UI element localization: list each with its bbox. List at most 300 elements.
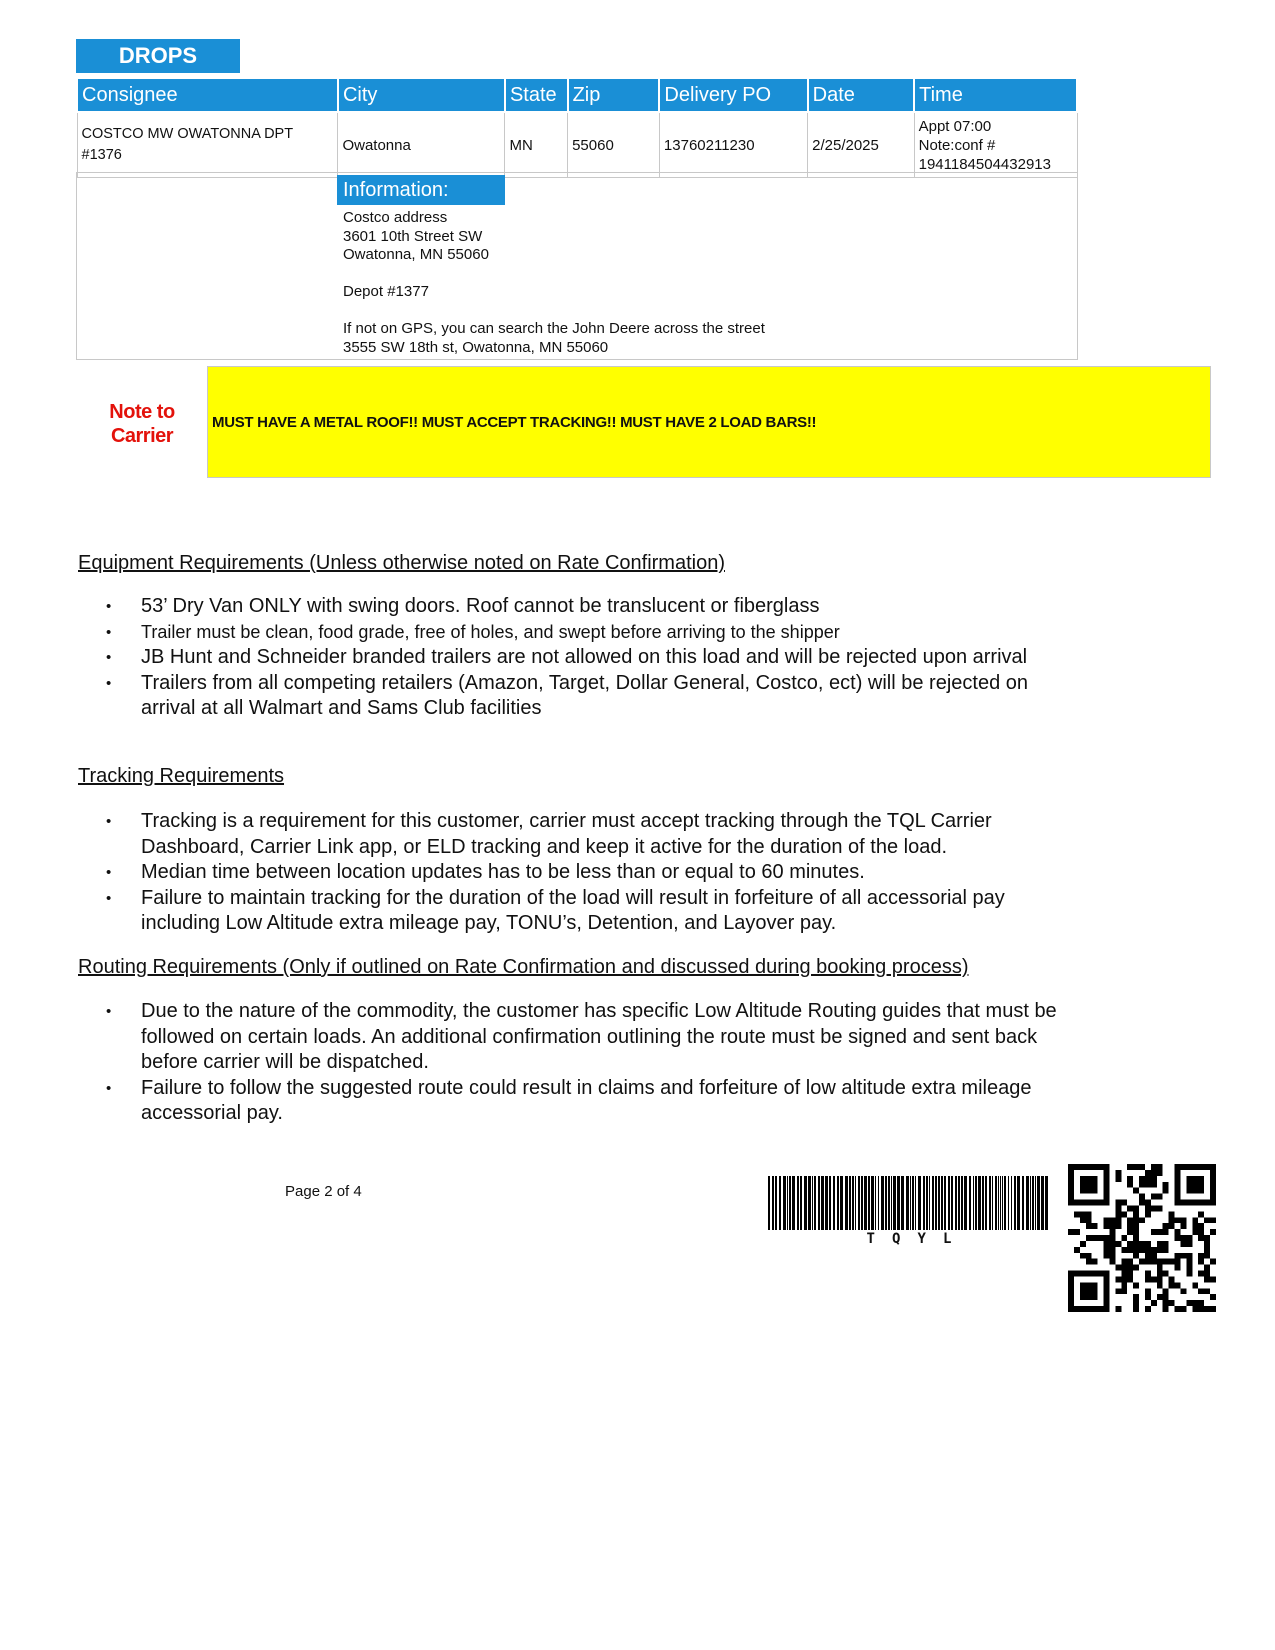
qr-module	[1139, 1200, 1145, 1206]
qr-module	[1157, 1294, 1163, 1300]
qr-module	[1151, 1229, 1157, 1235]
barcode-bar	[964, 1176, 967, 1230]
qr-module	[1133, 1265, 1139, 1271]
qr-module	[1127, 1229, 1133, 1235]
cell-date: 2/25/2025	[808, 112, 914, 178]
qr-module	[1157, 1164, 1163, 1170]
qr-module	[1175, 1259, 1181, 1265]
barcode-bar	[891, 1176, 892, 1230]
qr-module	[1157, 1247, 1163, 1253]
qr-module	[1109, 1235, 1115, 1241]
qr-module	[1104, 1253, 1110, 1259]
qr-module	[1145, 1205, 1151, 1211]
barcode-bar	[985, 1176, 987, 1230]
col-header-zip: Zip	[568, 78, 660, 112]
list-item: • Tracking is a requirement for this customer, carrier must accept tracking through the TQL Carrier Dashboard, Carrier Link app, or ELD tracking and keep it active for the duration of the load.	[106, 809, 1086, 860]
cell-state: MN	[505, 112, 568, 178]
qr-module	[1145, 1200, 1151, 1206]
qr-module	[1175, 1306, 1181, 1312]
qr-module	[1175, 1235, 1181, 1241]
qr-module	[1198, 1235, 1204, 1241]
qr-module	[1186, 1259, 1192, 1265]
barcode-bar	[868, 1176, 870, 1230]
barcode-bar	[918, 1176, 921, 1230]
tracking-title: Tracking Requirements	[78, 765, 285, 787]
list-item: • Trailers from all competing retailers (Amazon, Target, Dollar General, Costco, ect) will be rejected on arrival at all Walmart and Sams Club facilities	[106, 671, 1086, 722]
barcode-bar	[923, 1176, 925, 1230]
qr-module	[1127, 1164, 1133, 1170]
info-line: Costco address	[343, 209, 448, 226]
qr-module	[1133, 1164, 1139, 1170]
barcode-bar	[808, 1176, 811, 1230]
qr-module	[1133, 1211, 1139, 1217]
barcode-bar	[825, 1176, 828, 1230]
info-line	[343, 265, 765, 284]
qr-module	[1133, 1223, 1139, 1229]
qr-module	[1104, 1247, 1110, 1253]
barcode-bar	[845, 1176, 848, 1230]
qr-module	[1133, 1247, 1139, 1253]
qr-module	[1121, 1282, 1127, 1288]
qr-module	[1163, 1223, 1169, 1229]
barcode-bar	[989, 1176, 991, 1230]
qr-module	[1204, 1265, 1210, 1271]
barcode-bar	[910, 1176, 911, 1230]
qr-module	[1151, 1253, 1157, 1259]
qr-module	[1139, 1259, 1145, 1265]
qr-module	[1151, 1182, 1157, 1188]
barcode-bar	[837, 1176, 839, 1230]
cell-delivery-po: 13760211230	[659, 112, 807, 178]
barcode-char: T	[866, 1231, 875, 1247]
time-line: 1941184504432913	[918, 155, 1051, 173]
qr-module	[1092, 1223, 1098, 1229]
barcode-bar	[901, 1176, 904, 1230]
qr-module	[1115, 1217, 1121, 1223]
barcode-bar	[888, 1176, 890, 1230]
qr-module	[1157, 1259, 1163, 1265]
qr-module	[1198, 1229, 1204, 1235]
qr-module	[1115, 1265, 1121, 1271]
qr-module	[1133, 1229, 1139, 1235]
list-item: • JB Hunt and Schneider branded trailers are not allowed on this load and will be rejected upon arrival	[106, 645, 1086, 671]
barcode-bar	[893, 1176, 896, 1230]
qr-module	[1109, 1241, 1115, 1247]
qr-module	[1115, 1170, 1121, 1176]
qr-module	[1186, 1241, 1192, 1247]
qr-module	[1104, 1217, 1110, 1223]
qr-module	[1086, 1253, 1092, 1259]
barcode-bar	[958, 1176, 960, 1230]
qr-module	[1163, 1300, 1169, 1306]
qr-module	[1086, 1259, 1092, 1265]
barcode-bar	[861, 1176, 863, 1230]
qr-module	[1180, 1223, 1186, 1229]
qr-module	[1121, 1211, 1127, 1217]
barcode-bar	[852, 1176, 854, 1230]
barcode-bar	[1026, 1176, 1029, 1230]
barcode-bar	[1035, 1176, 1036, 1230]
qr-module	[1198, 1300, 1204, 1306]
qr-module	[1175, 1253, 1181, 1259]
note-label-line: Carrier	[110, 425, 174, 447]
barcode-bar	[804, 1176, 807, 1230]
time-line: Appt 07:00	[918, 117, 992, 135]
qr-module	[1151, 1176, 1157, 1182]
qr-module	[1210, 1259, 1216, 1265]
qr-module	[1080, 1217, 1086, 1223]
list-item: • Failure to maintain tracking for the duration of the load will result in forfeiture of all accessorial pay including Low Altitude extra mileage pay, TONU’s, Detention, and Layover pay.	[106, 886, 1086, 937]
qr-module	[1115, 1211, 1121, 1217]
barcode-bar	[849, 1176, 851, 1230]
qr-module	[1204, 1241, 1210, 1247]
qr-module	[1198, 1259, 1204, 1265]
drops-title: DROPS	[76, 39, 240, 73]
qr-module	[1180, 1306, 1186, 1312]
qr-module	[1133, 1253, 1139, 1259]
qr-module	[1192, 1282, 1198, 1288]
barcode-bar	[1017, 1176, 1020, 1230]
col-header-delivery-po: Delivery PO	[659, 78, 807, 112]
qr-module	[1180, 1235, 1186, 1241]
qr-module	[1186, 1253, 1192, 1259]
qr-module	[1086, 1235, 1092, 1241]
barcode-bar	[938, 1176, 940, 1230]
barcode-char: Y	[917, 1231, 926, 1247]
qr-module	[1109, 1217, 1115, 1223]
qr-module	[1180, 1253, 1186, 1259]
col-header-state: State	[505, 78, 568, 112]
qr-module	[1204, 1247, 1210, 1253]
barcode-bar	[800, 1176, 802, 1230]
qr-module	[1127, 1259, 1133, 1265]
barcode-bar	[787, 1176, 788, 1230]
qr-module	[1163, 1229, 1169, 1235]
qr-module	[1115, 1288, 1121, 1294]
information-text	[343, 209, 765, 357]
qr-module	[1180, 1217, 1186, 1223]
barcode-bar	[1032, 1176, 1034, 1230]
qr-module	[1115, 1223, 1121, 1229]
qr-finder	[1080, 1282, 1098, 1300]
info-line: If not on GPS, you can search the John Deere across the street	[343, 320, 765, 337]
barcode-bar	[926, 1176, 928, 1230]
barcode-bar	[871, 1176, 874, 1230]
qr-module	[1192, 1217, 1198, 1223]
barcode-bar	[955, 1176, 957, 1230]
page-number: Page 2 of 4	[285, 1183, 362, 1200]
barcode-bar	[1002, 1176, 1003, 1230]
qr-module	[1139, 1241, 1145, 1247]
qr-module	[1169, 1276, 1175, 1282]
barcode-bar	[982, 1176, 984, 1230]
qr-module	[1121, 1288, 1127, 1294]
barcode-bar	[783, 1176, 786, 1230]
time-line: Note:conf #	[918, 136, 996, 154]
qr-module	[1115, 1241, 1121, 1247]
qr-module	[1127, 1182, 1133, 1188]
qr-module	[1169, 1300, 1175, 1306]
qr-module	[1151, 1205, 1157, 1211]
qr-module	[1192, 1300, 1198, 1306]
qr-module	[1157, 1170, 1163, 1176]
qr-module	[1068, 1229, 1074, 1235]
qr-module	[1145, 1211, 1151, 1217]
qr-module	[1180, 1288, 1186, 1294]
qr-module	[1169, 1217, 1175, 1223]
qr-module	[1204, 1235, 1210, 1241]
equipment-list	[106, 594, 1086, 722]
information-label: Information:	[337, 175, 505, 205]
barcode-bar	[975, 1176, 977, 1230]
barcode-bar	[897, 1176, 900, 1230]
qr-module	[1115, 1205, 1121, 1211]
barcode-image	[768, 1176, 1050, 1230]
qr-module	[1157, 1271, 1163, 1277]
qr-module	[1210, 1306, 1216, 1312]
qr-module	[1145, 1241, 1151, 1247]
qr-module	[1127, 1223, 1133, 1229]
barcode-bar	[929, 1176, 930, 1230]
qr-module	[1157, 1194, 1163, 1200]
col-header-date: Date	[808, 78, 914, 112]
qr-module	[1204, 1217, 1210, 1223]
qr-module	[1121, 1200, 1127, 1206]
qr-module	[1157, 1265, 1163, 1271]
qr-module	[1109, 1229, 1115, 1235]
barcode-bar	[812, 1176, 813, 1230]
list-item: • 53’ Dry Van ONLY with swing doors. Roof cannot be translucent or fiberglass	[106, 594, 1086, 620]
qr-module	[1121, 1247, 1127, 1253]
qr-module	[1074, 1229, 1080, 1235]
qr-module	[1180, 1241, 1186, 1247]
barcode-bar	[941, 1176, 943, 1230]
qr-module	[1121, 1276, 1127, 1282]
note-text: MUST HAVE A METAL ROOF!! MUST ACCEPT TRACKING!! MUST HAVE 2 LOAD BARS!!	[212, 413, 817, 431]
barcode-bar	[772, 1176, 774, 1230]
qr-code-image	[1068, 1164, 1216, 1312]
qr-module	[1163, 1306, 1169, 1312]
qr-module	[1104, 1223, 1110, 1229]
barcode-bar	[1000, 1176, 1001, 1230]
barcode-bar	[779, 1176, 781, 1230]
barcode-char: Q	[892, 1231, 901, 1247]
qr-module	[1133, 1300, 1139, 1306]
qr-module	[1104, 1241, 1110, 1247]
table-row	[77, 112, 1077, 178]
qr-module	[1139, 1247, 1145, 1253]
qr-module	[1133, 1306, 1139, 1312]
qr-module	[1151, 1194, 1157, 1200]
qr-module	[1086, 1223, 1092, 1229]
qr-module	[1163, 1241, 1169, 1247]
qr-module	[1133, 1188, 1139, 1194]
qr-module	[1198, 1211, 1204, 1217]
barcode-bar	[1011, 1176, 1012, 1230]
qr-module	[1145, 1182, 1151, 1188]
qr-module	[1127, 1265, 1133, 1271]
qr-module	[1109, 1253, 1115, 1259]
col-header-time: Time	[914, 78, 1077, 112]
qr-module	[1175, 1282, 1181, 1288]
barcode-bar	[797, 1176, 799, 1230]
qr-module	[1145, 1276, 1151, 1282]
qr-module	[1109, 1259, 1115, 1265]
list-item: • Failure to follow the suggested route could result in claims and forfeiture of low altitude extra mileage accessorial pay.	[106, 1076, 1086, 1127]
barcode-bar	[1030, 1176, 1031, 1230]
barcode-bar	[818, 1176, 820, 1230]
qr-module	[1145, 1176, 1151, 1182]
barcode-bar	[906, 1176, 909, 1230]
qr-module	[1121, 1259, 1127, 1265]
qr-module	[1163, 1288, 1169, 1294]
tracking-list	[106, 809, 1086, 937]
qr-module	[1210, 1217, 1216, 1223]
qr-module	[1157, 1276, 1163, 1282]
qr-module	[1163, 1188, 1169, 1194]
barcode-bar	[840, 1176, 843, 1230]
cell-city: Owatonna	[338, 112, 505, 178]
qr-module	[1157, 1241, 1163, 1247]
qr-module	[1133, 1282, 1139, 1288]
cell-zip: 55060	[568, 112, 660, 178]
barcode-bar	[792, 1176, 795, 1230]
barcode-bar	[855, 1176, 856, 1230]
qr-module	[1204, 1288, 1210, 1294]
qr-module	[1210, 1229, 1216, 1235]
barcode-bar	[1008, 1176, 1009, 1230]
qr-module	[1175, 1265, 1181, 1271]
qr-module	[1145, 1294, 1151, 1300]
info-line	[343, 302, 765, 321]
qr-module	[1092, 1235, 1098, 1241]
qr-finder	[1080, 1176, 1098, 1194]
qr-module	[1157, 1205, 1163, 1211]
qr-module	[1151, 1276, 1157, 1282]
qr-module	[1109, 1247, 1115, 1253]
qr-module	[1127, 1176, 1133, 1182]
barcode-bar	[948, 1176, 950, 1230]
qr-module	[1115, 1200, 1121, 1206]
qr-module	[1198, 1271, 1204, 1277]
info-line: 3555 SW 18th st, Owatonna, MN 55060	[343, 338, 609, 356]
qr-module	[1115, 1306, 1121, 1312]
barcode-text	[768, 1231, 1050, 1247]
info-line: Depot #1377	[343, 283, 429, 300]
qr-module	[1139, 1182, 1145, 1188]
barcode-bar	[821, 1176, 824, 1230]
qr-module	[1151, 1259, 1157, 1265]
qr-module	[1198, 1223, 1204, 1229]
qr-module	[1198, 1253, 1204, 1259]
drops-table	[76, 77, 1078, 178]
qr-module	[1204, 1253, 1210, 1259]
qr-module	[1151, 1170, 1157, 1176]
qr-module	[1145, 1259, 1151, 1265]
cell-time	[914, 112, 1077, 178]
qr-module	[1121, 1271, 1127, 1277]
qr-module	[1080, 1211, 1086, 1217]
qr-module	[1186, 1265, 1192, 1271]
qr-module	[1127, 1247, 1133, 1253]
barcode-bar	[944, 1176, 946, 1230]
barcode-bar	[1041, 1176, 1044, 1230]
qr-module	[1151, 1164, 1157, 1170]
barcode-bar	[961, 1176, 963, 1230]
qr-module	[1115, 1276, 1121, 1282]
qr-finder	[1186, 1176, 1204, 1194]
qr-module	[1169, 1282, 1175, 1288]
qr-module	[1080, 1253, 1086, 1259]
barcode-bar	[915, 1176, 916, 1230]
barcode-bar	[951, 1176, 953, 1230]
note-box	[207, 366, 1211, 478]
qr-module	[1198, 1288, 1204, 1294]
qr-module	[1145, 1247, 1151, 1253]
qr-module	[1163, 1182, 1169, 1188]
qr-module	[1157, 1229, 1163, 1235]
barcode-bar	[992, 1176, 993, 1230]
qr-module	[1145, 1170, 1151, 1176]
qr-module	[1163, 1294, 1169, 1300]
qr-module	[1086, 1211, 1092, 1217]
qr-module	[1175, 1217, 1181, 1223]
qr-module	[1210, 1294, 1216, 1300]
qr-module	[1127, 1217, 1133, 1223]
qr-module	[1133, 1205, 1139, 1211]
qr-module	[1074, 1211, 1080, 1217]
qr-module	[1133, 1241, 1139, 1247]
barcode-bar	[1014, 1176, 1016, 1230]
qr-module	[1192, 1229, 1198, 1235]
info-line: 3601 10th Street SW	[343, 227, 483, 245]
qr-module	[1133, 1294, 1139, 1300]
equipment-title: Equipment Requirements (Unless otherwise noted on Rate Confirmation)	[78, 552, 725, 574]
table-header-row	[77, 78, 1077, 112]
qr-module	[1204, 1271, 1210, 1277]
barcode-bar	[878, 1176, 879, 1230]
qr-module	[1169, 1223, 1175, 1229]
qr-module	[1186, 1271, 1192, 1277]
qr-module	[1086, 1217, 1092, 1223]
qr-module	[1104, 1235, 1110, 1241]
qr-module	[1145, 1271, 1151, 1277]
qr-module	[1145, 1306, 1151, 1312]
qr-module	[1145, 1253, 1151, 1259]
qr-module	[1192, 1223, 1198, 1229]
barcode-bar	[858, 1176, 860, 1230]
note-label-line: Note to	[109, 401, 175, 423]
qr-module	[1109, 1223, 1115, 1229]
qr-module	[1198, 1306, 1204, 1312]
qr-module	[1151, 1247, 1157, 1253]
barcode-bar	[833, 1176, 835, 1230]
routing-list	[106, 999, 1086, 1127]
qr-module	[1186, 1300, 1192, 1306]
qr-module	[1133, 1235, 1139, 1241]
barcode-bar	[935, 1176, 937, 1230]
qr-module	[1157, 1282, 1163, 1288]
qr-module	[1169, 1211, 1175, 1217]
qr-module	[1192, 1306, 1198, 1312]
qr-module	[1139, 1217, 1145, 1223]
qr-module	[1133, 1217, 1139, 1223]
qr-module	[1127, 1241, 1133, 1247]
cell-consignee: COSTCO MW OWATONNA DPT #1376	[77, 112, 338, 178]
list-item: • Trailer must be clean, food grade, free of holes, and swept before arriving to the shipper	[106, 620, 1086, 646]
barcode-bar	[973, 1176, 974, 1230]
qr-module	[1163, 1247, 1169, 1253]
